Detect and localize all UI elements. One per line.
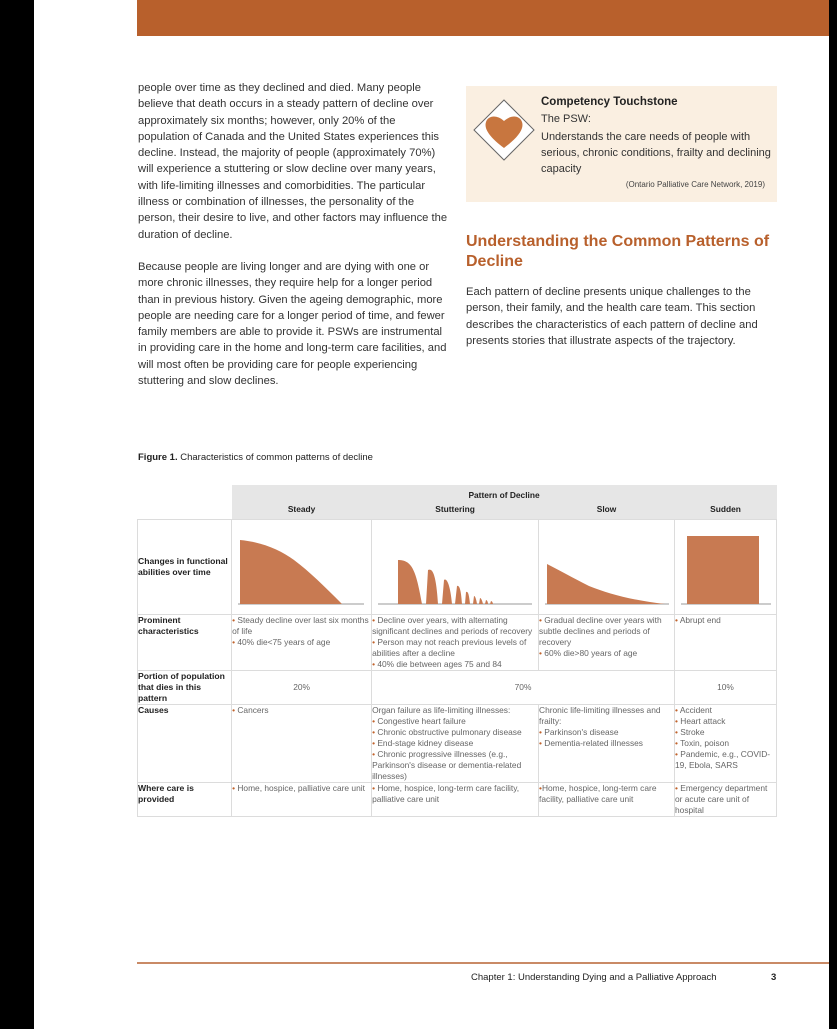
list-item: • Congestive heart failure (372, 716, 466, 726)
touchstone-citation: (Ontario Palliative Care Network, 2019) (625, 180, 765, 189)
list-item: • Heart attack (675, 716, 726, 726)
list-item: • 40% die<75 years of age (232, 637, 331, 647)
footer-rule (137, 962, 829, 964)
left-column (138, 80, 448, 389)
pattern-header: Pattern of Decline (232, 485, 777, 502)
header-bar (137, 0, 829, 36)
prominent-steady (232, 615, 372, 671)
sudden-decline-graph (675, 520, 777, 615)
prominent-sudden (675, 615, 777, 671)
list-item: • Pandemic, e.g., COVID-19, Ebola, SARS (675, 749, 771, 770)
document-page (34, 0, 829, 1029)
causes-steady (232, 705, 372, 783)
column-header-sudden: Sudden (675, 502, 777, 520)
sudden-curve (675, 520, 775, 612)
row-label-portion: Portion of population that dies in this pattern (138, 671, 232, 705)
row-label-prominent: Prominent characteristics (138, 615, 232, 671)
list-item: • 60% die>80 years of age (539, 648, 638, 658)
stuttering-decline-graph (372, 520, 539, 615)
list-item: • Accident (675, 705, 712, 715)
where-slow: •Home, hospice, long-term care facility, palliative care unit (539, 783, 675, 817)
heart-diamond-icon (472, 98, 536, 162)
list-item: • Steady decline over last six months of life (232, 615, 369, 636)
footer-chapter: Chapter 1: Understanding Dying and a Palliative Approach (471, 972, 717, 983)
list-item: • End-stage kidney disease (372, 738, 474, 748)
causes-slow-intro: Chronic life-limiting illnesses and frailty: (539, 705, 661, 726)
causes-stuttering (372, 705, 539, 783)
column-header-stuttering: Stuttering (372, 502, 539, 520)
competency-touchstone-box (466, 86, 777, 202)
paragraph: Because people are living longer and are dying with one or more chronic illnesses, they require help for a longer period than in previous history. Given the ageing demographic, more people are needing care for a longer period of time, and fewer family members are able to provide it. PSWs are instrumental in providing care in the home and long-term care facilities, and will most often be providing care for people experiencing stuttering and slow declines. (138, 260, 447, 388)
causes-slow (539, 705, 675, 783)
where-sudden: • Emergency department or acute care unit of hospital (675, 783, 777, 817)
figure-caption-text: Characteristics of common patterns of decline (177, 452, 373, 463)
row-label-where: Where care is provided (138, 783, 232, 817)
prominent-stuttering (372, 615, 539, 671)
steady-curve (232, 520, 370, 612)
section-body: Each pattern of decline presents unique challenges to the person, their family, and the health care team. This section describes the characteristics of each pattern of decline and presents stories that illustrate aspects of the trajectory. (466, 286, 758, 347)
row-label-changes: Changes in functional abilities over time (138, 520, 232, 615)
causes-stuttering-intro: Organ failure as life-limiting illnesses: (372, 705, 511, 715)
slow-curve (539, 520, 673, 612)
portion-steady: 20% (232, 671, 372, 705)
list-item: • Cancers (232, 705, 269, 715)
where-steady: • Home, hospice, palliative care unit (232, 783, 372, 817)
page-number: 3 (771, 972, 777, 983)
decline-patterns-table (137, 485, 777, 817)
touchstone-subtitle: The PSW: (541, 113, 591, 125)
causes-sudden (675, 705, 777, 783)
list-item: • Gradual decline over years with subtle declines and periods of recovery (539, 615, 662, 647)
touchstone-description: Understands the care needs of people with serious, chronic conditions, frailty and declining capacity (541, 131, 771, 175)
list-item: • Decline over years, with alternating significant declines and periods of recovery (372, 615, 533, 636)
slow-decline-graph (539, 520, 675, 615)
portion-sudden: 10% (675, 671, 777, 705)
list-item: • Abrupt end (675, 615, 721, 625)
list-item: • Parkinson's disease (539, 727, 619, 737)
portion-stuttering-slow: 70% (372, 671, 675, 705)
stuttering-curve (372, 520, 537, 612)
column-header-steady: Steady (232, 502, 372, 520)
list-item: • Stroke (675, 727, 705, 737)
row-label-causes: Causes (138, 705, 232, 783)
list-item: • Chronic progressive illnesses (e.g., Parkinson's disease or dementia-related illnesses) (372, 749, 522, 781)
steady-decline-graph (232, 520, 372, 615)
list-item: • Person may not reach previous levels of abilities after a decline (372, 637, 527, 658)
column-header-slow: Slow (539, 502, 675, 520)
figure-caption-label: Figure 1. (138, 452, 178, 463)
list-item: • Chronic obstructive pulmonary disease (372, 727, 522, 737)
paragraph: people over time as they declined and died. Many people believe that death occurs in a steady pattern of decline over approximately six months; however, only 20% of the population of Canada and the United States experiences this decline. Instead, the majority of people (approximately 70%) will experience a stuttering or slow decline over many years, with life-limiting illnesses and comorbidities. The particular illness or combination of illnesses, the personality of the person, their desire to live, and other factors may influence the duration of decline. (138, 82, 448, 241)
where-stuttering: • Home, hospice, long-term care facility, palliative care unit (372, 783, 539, 817)
figure-caption (138, 452, 373, 463)
list-item: • Dementia-related illnesses (539, 738, 643, 748)
section-heading: Understanding the Common Patterns of Decline (466, 233, 770, 270)
list-item: • Toxin, poison (675, 738, 730, 748)
prominent-slow (539, 615, 675, 671)
touchstone-title: Competency Touchstone (541, 96, 678, 108)
list-item: • 40% die between ages 75 and 84 (372, 659, 502, 669)
